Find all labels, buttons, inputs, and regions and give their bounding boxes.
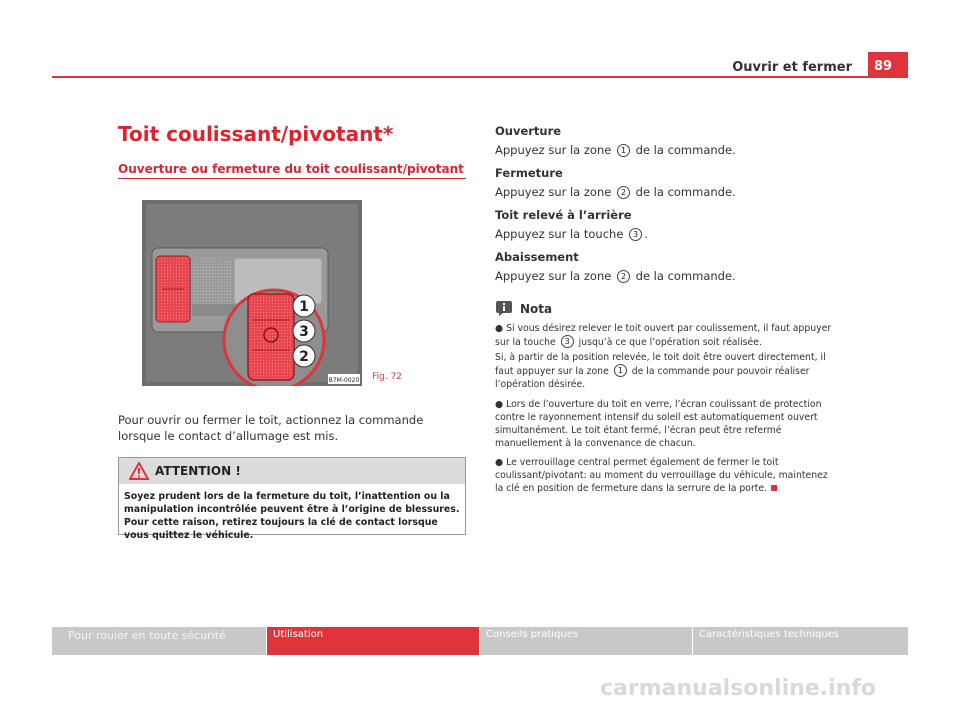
text-part: de la commande. (635, 143, 736, 157)
section-title: Toit coulissant/pivotant* (118, 122, 394, 146)
callout-1: 1 (299, 299, 309, 315)
text-toit-releve (495, 227, 648, 241)
text-part: de la commande. (635, 269, 736, 283)
ref-number: 3 (629, 228, 642, 241)
intro-paragraph: Pour ouvrir ou fermer le toit, actionnez la commande lorsque le contact d’allumage est mis. (118, 413, 424, 443)
bullet: ● (495, 457, 504, 468)
running-head: Ouvrir et fermer (732, 60, 852, 75)
figure-caption: Fig. 72 (372, 372, 402, 382)
warning-box (118, 457, 466, 541)
nota-paragraph-4 (495, 456, 835, 495)
bullet: ● (495, 399, 504, 410)
ref-number: 2 (617, 270, 630, 283)
tab-conseils-pratiques[interactable]: Conseils pratiques (480, 627, 692, 655)
subsection-rule (118, 178, 466, 179)
text-part: Appuyez sur la zone (495, 269, 612, 283)
text-part: Appuyez sur la zone (495, 143, 612, 157)
text-abaissement (495, 269, 736, 283)
warning-title: ATTENTION ! (155, 464, 241, 478)
end-of-section-mark (771, 485, 777, 491)
ref-number: 3 (561, 335, 574, 348)
roof-control-figure (142, 200, 362, 386)
text-part: Si, à partir de la position relevée, le toit doit être ouvert directement, il faut appuyer sur la zone (495, 352, 826, 377)
warning-text: Soyez prudent lors de la fermeture du toit, l’inattention ou la manipulation incontrôlée peuvent être à l’origine de blessures. Pour cette raison, retirez toujours la clé de contact lorsque vous quittez le véhicule. (124, 491, 460, 541)
ref-number: 2 (617, 186, 630, 199)
text-part: jusqu’à ce que l’opération soit réalisée. (578, 337, 762, 348)
text-part: Appuyez sur la zone (495, 185, 612, 199)
tab-utilisation[interactable]: Utilisation (267, 627, 479, 655)
ref-number: 1 (614, 364, 627, 377)
bullet: ● (495, 323, 504, 334)
nota-paragraph-2 (495, 351, 835, 391)
text-part: Le verrouillage central permet également de fermer le toit coulissant/pivotant: au moment du verrouillage du véhicule, maintenez la clé en position de fermeture dans la serrure de la porte. (495, 457, 828, 494)
header-rule (52, 76, 880, 78)
text-fermeture (495, 185, 736, 199)
nota-paragraph-3 (495, 398, 835, 450)
heading-abaissement: Abaissement (495, 250, 579, 264)
text-ouverture (495, 143, 736, 157)
text-part: de la commande. (635, 185, 736, 199)
heading-ouverture: Ouverture (495, 124, 562, 138)
nota-title: Nota (520, 302, 553, 316)
callout-3: 3 (299, 324, 309, 340)
heading-toit-releve: Toit relevé à l’arrière (495, 208, 632, 222)
warning-triangle-icon (129, 462, 149, 480)
text-part: Si vous désirez relever le toit ouvert par coulissement, il faut appuyer sur la touche (495, 323, 832, 348)
text-part: Lors de l’ouverture du toit en verre, l’écran coulissant de protection contre le rayonnement intensif du soleil est automatiquement ouvert simultanément. Le toit étant fermé, l’écran peut être refermé manuellement à la convenance de chacun. (495, 399, 822, 449)
figure-code: B7M-0020 (328, 377, 360, 384)
ref-number: 1 (617, 144, 630, 157)
info-note-icon (495, 300, 513, 316)
nota-paragraph-1 (495, 322, 835, 349)
page-number: 89 (868, 52, 908, 78)
watermark: carmanualsonline.info (600, 676, 876, 701)
warning-header (119, 458, 465, 484)
text-part: . (644, 227, 648, 241)
tab-pour-rouler[interactable]: Pour rouler en toute sécurité (52, 627, 266, 655)
heading-fermeture: Fermeture (495, 166, 563, 180)
text-part: de la commande pour pouvoir réaliser l’opération désirée. (495, 366, 810, 390)
callout-2: 2 (299, 349, 309, 365)
text-part: Appuyez sur la touche (495, 227, 624, 241)
tab-caracteristiques[interactable]: Caractéristiques techniques (693, 627, 908, 655)
subsection-title: Ouverture ou fermeture du toit coulissant/pivotant (118, 162, 464, 176)
